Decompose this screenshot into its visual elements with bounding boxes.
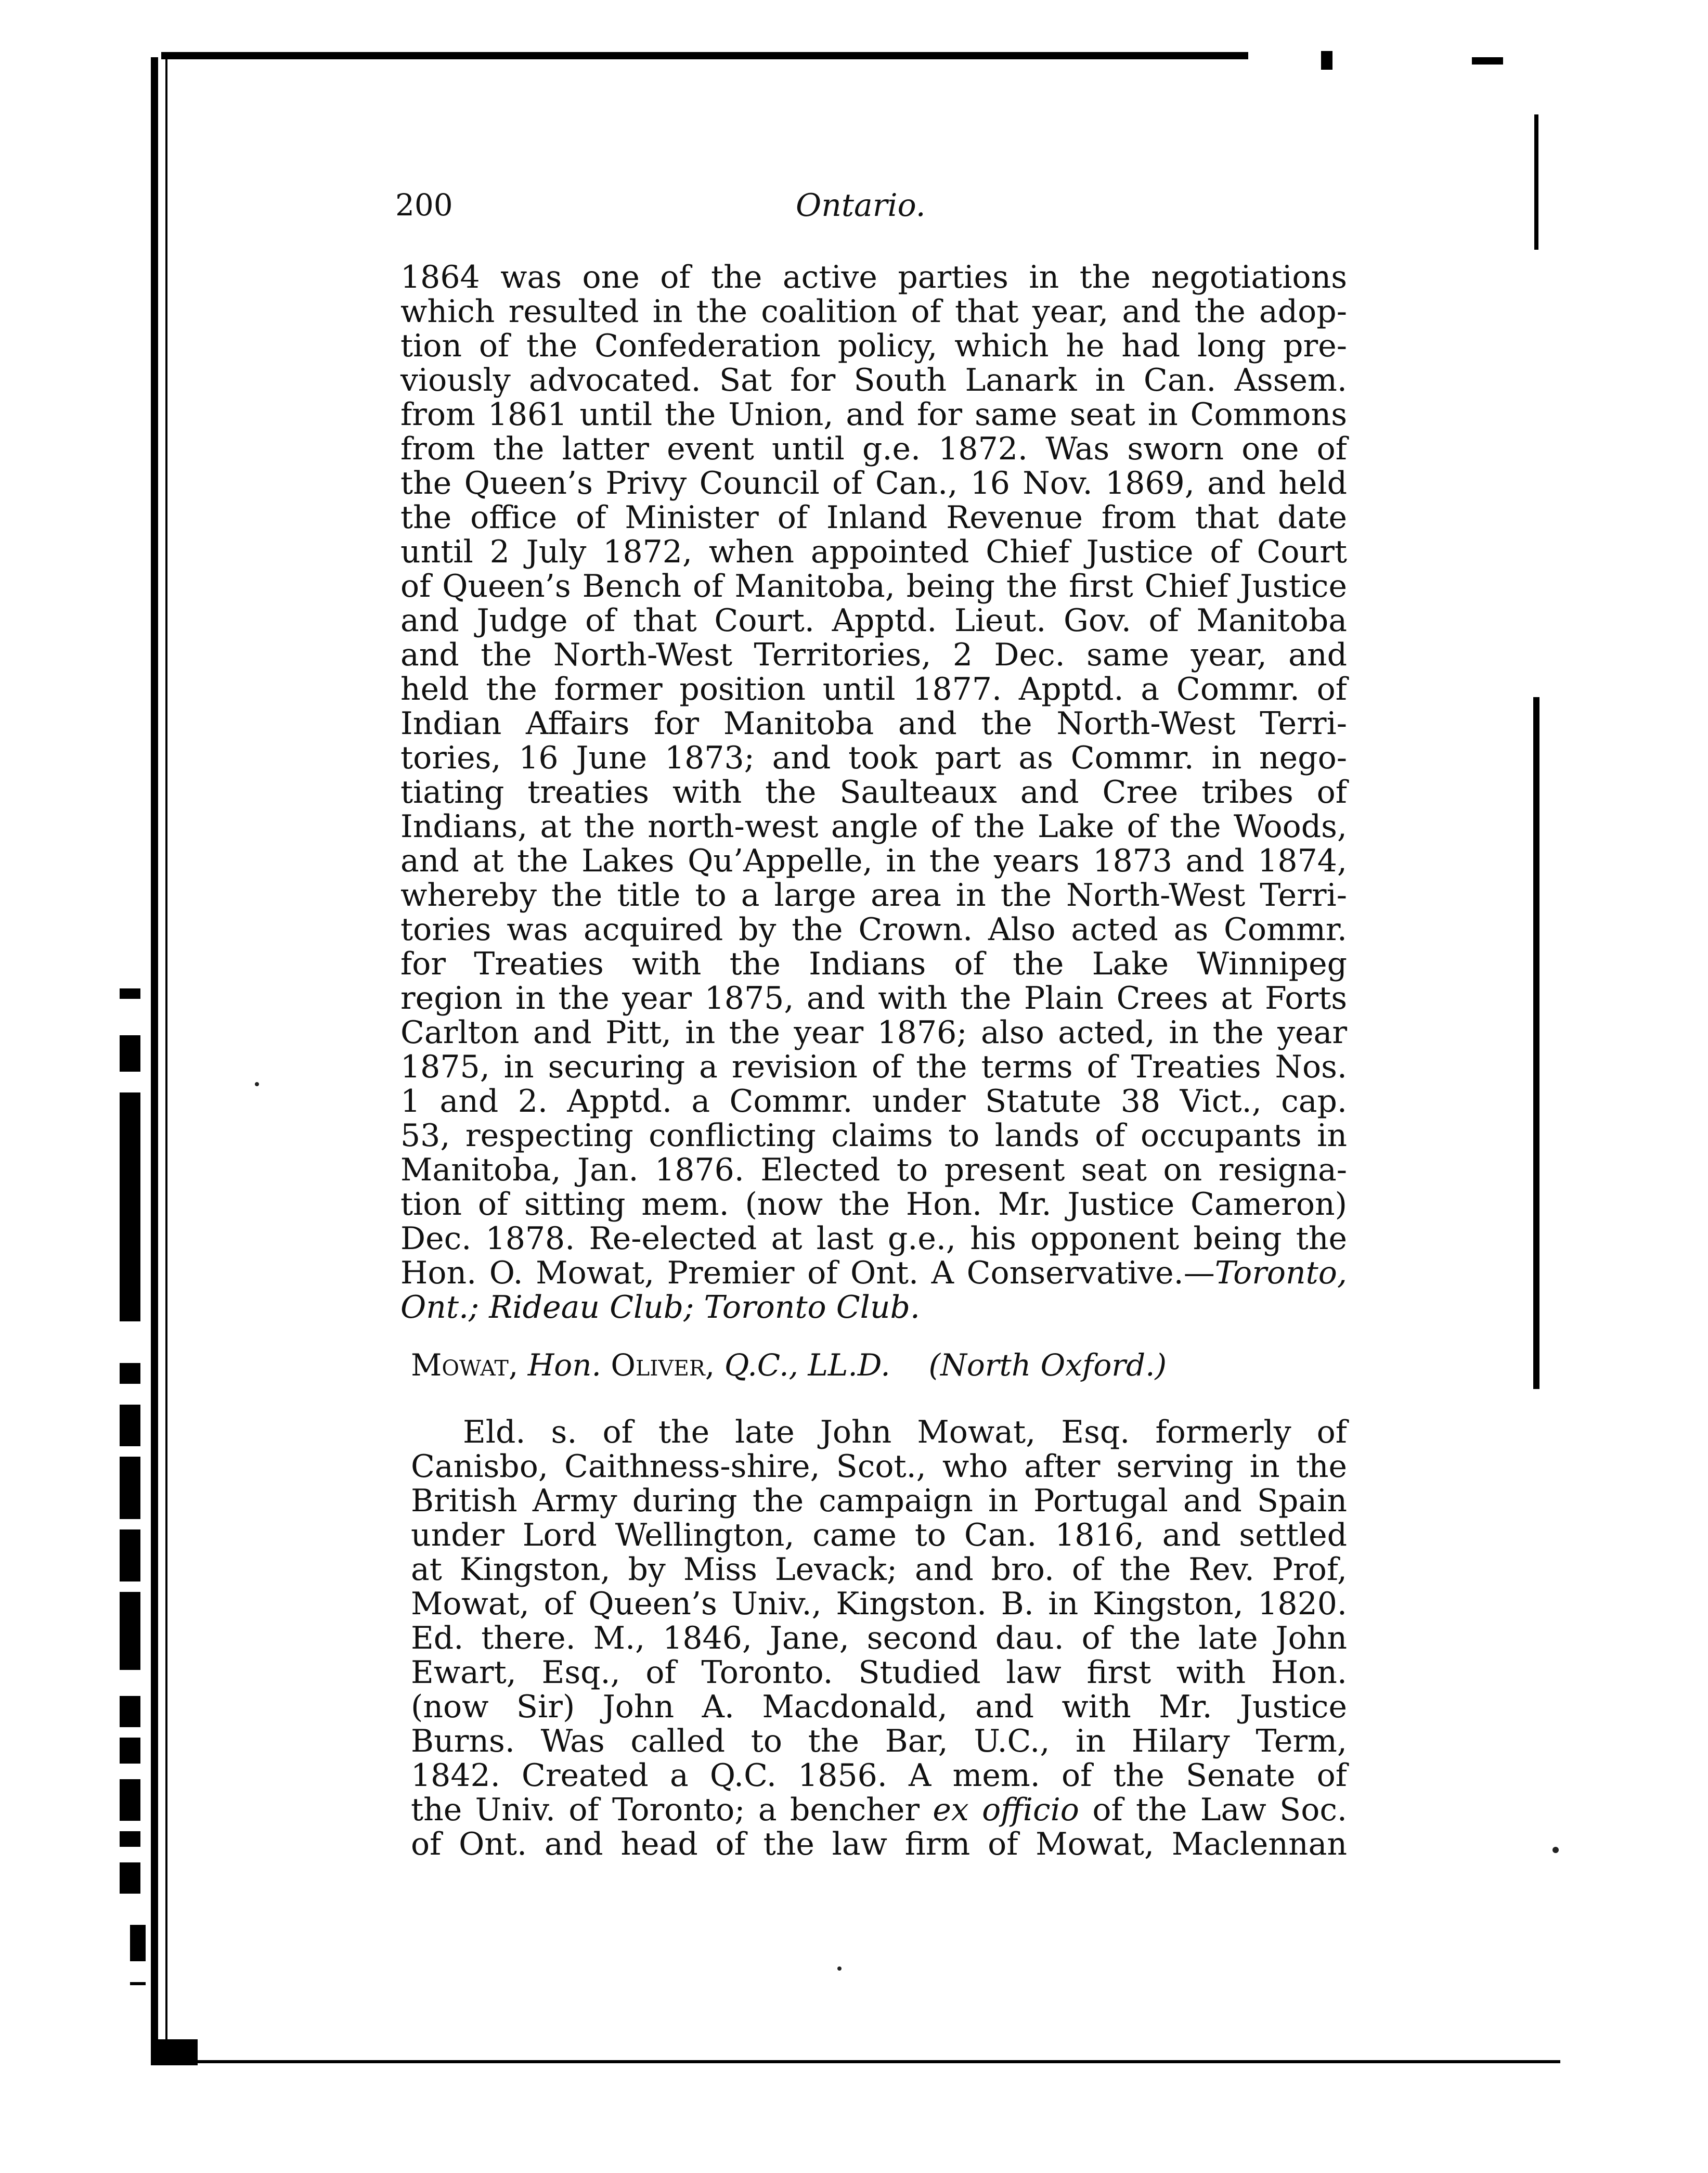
- scan-speck: [255, 1082, 259, 1086]
- text-line: for Treaties with the Indians of the Lake Winnipeg: [400, 946, 1347, 982]
- address-italic: Toronto,: [1214, 1255, 1347, 1291]
- text-line: the Queen’s Privy Council of Can., 16 Nov. 1869, and held: [400, 465, 1347, 502]
- text-line: Dec. 1878. Re-elected at last g.e., his opponent being the: [400, 1220, 1347, 1257]
- entry-surname: Mowat,: [411, 1347, 519, 1383]
- text-line: from 1861 until the Union, and for same seat in Commons: [400, 396, 1347, 433]
- entry-given-name: Oliver,: [611, 1347, 715, 1383]
- text-line: and the North-West Territories, 2 Dec. same year, and: [400, 637, 1347, 673]
- scan-edge-mark: [120, 1831, 140, 1847]
- scan-edge-mark: [120, 1405, 140, 1446]
- scan-edge-mark: [120, 1363, 140, 1384]
- text-line: 1 and 2. Apptd. a Commr. under Statute 38 Vict., cap.: [400, 1083, 1347, 1120]
- text-line: tiating treaties with the Saulteaux and Cree tribes of: [400, 774, 1347, 811]
- entry-title: Hon.: [527, 1347, 601, 1383]
- scan-edge-mark: [120, 1779, 140, 1821]
- scan-edge-mark: [120, 1092, 140, 1321]
- text-line: Indians, at the north-west angle of the Lake of the Woods,: [400, 808, 1347, 845]
- text-line: region in the year 1875, and with the Plain Crees at Forts: [400, 980, 1347, 1017]
- text-line-part: the Univ. of Toronto; a bencher: [411, 1792, 933, 1828]
- text-line: Carlton and Pitt, in the year 1876; also acted, in the year: [400, 1014, 1347, 1051]
- text-line-main: Hon. O. Mowat, Premier of Ont. A Conservative.—: [400, 1255, 1215, 1291]
- text-line: under Lord Wellington, came to Can. 1816, and settled: [411, 1517, 1347, 1553]
- address-line: Ont.; Rideau Club; Toronto Club.: [400, 1289, 920, 1326]
- scan-edge-mark: [120, 1738, 140, 1764]
- scan-edge-mark: [120, 1696, 140, 1727]
- text-line: 1875, in securing a revision of the terms of Treaties Nos.: [400, 1049, 1347, 1085]
- text-line: tories was acquired by the Crown. Also acted as Commr.: [400, 911, 1347, 948]
- scan-edge-mark: [120, 1035, 140, 1072]
- text-line: Mowat, of Queen’s Univ., Kingston. B. in Kingston, 1820.: [411, 1586, 1347, 1622]
- text-line: Indian Affairs for Manitoba and the North-West Terri-: [400, 705, 1347, 742]
- scan-border-top-dash: [1321, 51, 1332, 70]
- biography-mowat: [411, 1415, 1347, 1861]
- text-line: of Ont. and head of the law firm of Mowat, Maclennan: [411, 1826, 1347, 1862]
- text-line: from the latter event until g.e. 1872. Was sworn one of: [400, 431, 1347, 467]
- text-line: [411, 1793, 1347, 1827]
- text-line: (now Sir) John A. Macdonald, and with Mr. Justice: [411, 1689, 1347, 1725]
- text-line: until 2 July 1872, when appointed Chief Justice of Court: [400, 534, 1347, 570]
- scan-border-left-inner: [165, 57, 167, 2060]
- text-line: of Queen’s Bench of Manitoba, being the first Chief Justice: [400, 568, 1347, 605]
- scan-border-left: [151, 57, 158, 2065]
- scan-edge-mark: [120, 1529, 140, 1581]
- scan-border-top: [161, 52, 1248, 59]
- text-line: and at the Lakes Qu’Appelle, in the years 1873 and 1874,: [400, 843, 1347, 879]
- text-line: whereby the title to a large area in the North-West Terri-: [400, 877, 1347, 914]
- text-line: Ewart, Esq., of Toronto. Studied law first with Hon.: [411, 1654, 1347, 1691]
- scan-border-right: [1533, 697, 1539, 1389]
- text-line: viously advocated. Sat for South Lanark in Can. Assem.: [400, 362, 1347, 398]
- text-line: tories, 16 June 1873; and took part as Commr. in nego-: [400, 740, 1347, 776]
- text-line: Ed. there. M., 1846, Jane, second dau. of the late John: [411, 1620, 1347, 1656]
- text-line: 1842. Created a Q.C. 1856. A mem. of the Senate of: [411, 1757, 1347, 1794]
- scan-corner-block: [156, 2039, 198, 2065]
- text-line: 53, respecting conflicting claims to lands of occupants in: [400, 1117, 1347, 1154]
- scan-speck: [837, 1966, 842, 1971]
- text-line: which resulted in the coalition of that year, and the adop-: [400, 293, 1347, 330]
- text-line: Canisbo, Caithness-shire, Scot., who after serving in the: [411, 1448, 1347, 1485]
- page-number: 200: [395, 187, 453, 223]
- text-line: Manitoba, Jan. 1876. Elected to present seat on resigna-: [400, 1152, 1347, 1188]
- text-line: Eld. s. of the late John Mowat, Esq. formerly of: [463, 1414, 1347, 1450]
- text-line: the office of Minister of Inland Revenue from that date: [400, 499, 1347, 536]
- text-line: 1864 was one of the active parties in the negotiations: [400, 259, 1347, 295]
- scan-edge-mark: [120, 1862, 140, 1894]
- text-line: Burns. Was called to the Bar, U.C., in Hilary Term,: [411, 1723, 1347, 1759]
- scan-edge-mark: [130, 1982, 146, 1985]
- text-line: British Army during the campaign in Portugal and Spain: [411, 1483, 1347, 1519]
- scan-border-right: [1534, 114, 1538, 250]
- entry-heading: [411, 1347, 1167, 1383]
- scan-edge-mark: [130, 1925, 146, 1961]
- text-line: held the former position until 1877. Apptd. a Commr. of: [400, 671, 1347, 708]
- text-line: tion of sitting mem. (now the Hon. Mr. Justice Cameron): [400, 1186, 1347, 1223]
- text-line: and Judge of that Court. Apptd. Lieut. Gov. of Manitoba: [400, 602, 1347, 639]
- text-line: [400, 1256, 1347, 1290]
- scan-border-top-dash: [1472, 57, 1503, 65]
- running-title: Ontario.: [796, 187, 926, 224]
- scan-edge-mark: [120, 1592, 140, 1670]
- latin-phrase: ex officio: [933, 1792, 1079, 1828]
- entry-honours: Q.C., LL.D.: [724, 1347, 890, 1383]
- scan-edge-mark: [120, 1457, 140, 1519]
- text-line: tion of the Confederation policy, which he had long pre-: [400, 328, 1347, 364]
- scan-speck: [1552, 1847, 1559, 1853]
- running-header: [395, 187, 1352, 234]
- entry-riding: (North Oxford.): [928, 1347, 1167, 1383]
- scan-border-bottom: [156, 2060, 1560, 2063]
- scan-edge-mark: [120, 988, 140, 999]
- text-line-part: of the Law Soc.: [1079, 1792, 1348, 1828]
- text-line: at Kingston, by Miss Levack; and bro. of the Rev. Prof,: [411, 1551, 1347, 1588]
- biography-continued: [400, 260, 1347, 1325]
